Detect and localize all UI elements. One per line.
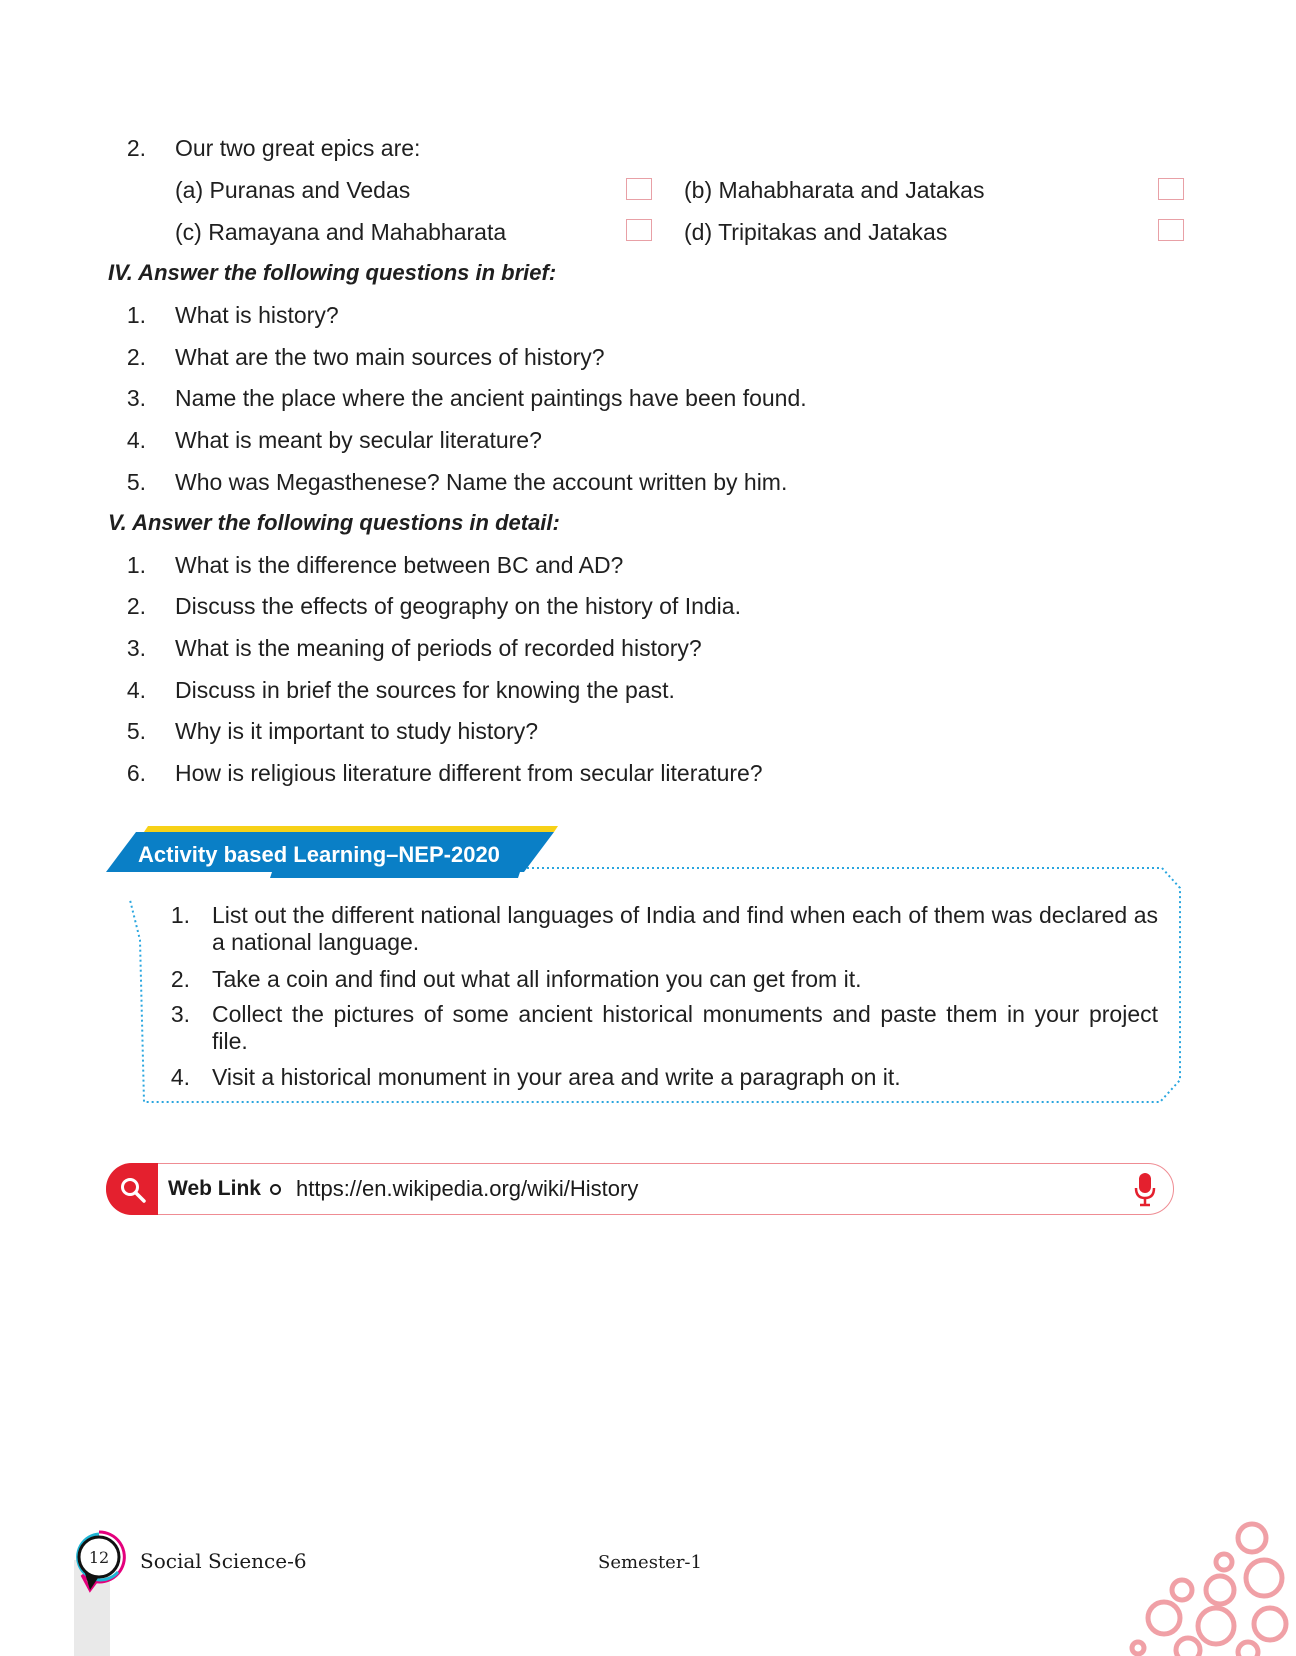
section-v-heading: V. Answer the following questions in detail: (108, 510, 560, 535)
list-item-number: 4. (126, 427, 146, 453)
page-number: 12 (88, 1548, 110, 1567)
activity-item-text: Collect the pictures of some ancient historical monuments and paste them in your project file. (212, 1001, 1158, 1054)
list-item-text: Discuss in brief the sources for knowing the past. (175, 677, 675, 703)
list-item-text: How is religious literature different from secular literature? (175, 760, 763, 786)
activity-item-number: 1. (170, 902, 190, 928)
activity-title: Activity based Learning–NEP-2020 (138, 842, 500, 867)
mcq-option-c-label: (c) Ramayana and Mahabharata (175, 219, 507, 245)
mcq-option-d-label: (d) Tripitakas and Jatakas (684, 219, 948, 245)
list-item-text: What are the two main sources of history? (175, 344, 605, 370)
activity-banner-yellow-strip (144, 826, 558, 832)
list-item-number: 1. (126, 302, 146, 328)
web-link-bar[interactable] (106, 1163, 1174, 1215)
activity-banner-underline (270, 872, 520, 878)
decorative-circles-icon (1124, 1520, 1296, 1656)
web-link-url[interactable]: https://en.wikipedia.org/wiki/History (296, 1176, 639, 1201)
list-item-number: 5. (126, 469, 146, 495)
list-item-text: What is the meaning of periods of recorded history? (175, 635, 702, 661)
mcq-option-d-checkbox[interactable] (1158, 219, 1184, 241)
activity-item-number: 3. (170, 1001, 190, 1027)
list-item-text: What is history? (175, 302, 339, 328)
list-item-text: Discuss the effects of geography on the history of India. (175, 593, 741, 619)
list-item-number: 6. (126, 760, 146, 786)
mcq-option-b-label: (b) Mahabharata and Jatakas (684, 177, 985, 203)
bullet-circle-icon (270, 1184, 281, 1195)
microphone-icon[interactable] (1134, 1172, 1156, 1208)
list-item-text: Who was Megasthenese? Name the account written by him. (175, 469, 788, 495)
mcq-option-c (175, 217, 506, 247)
footer-semester: Semester-1 (598, 1552, 702, 1573)
list-item-text: What is meant by secular literature? (175, 427, 542, 453)
list-item-number: 5. (126, 718, 146, 744)
mcq-option-a-checkbox[interactable] (626, 178, 652, 200)
list-item-number: 3. (126, 385, 146, 411)
mcq-option-b (684, 175, 984, 205)
list-item-text: What is the difference between BC and AD? (175, 552, 624, 578)
mcq-question-text: Our two great epics are: (175, 135, 421, 161)
mcq-option-a-label: (a) Puranas and Vedas (175, 177, 411, 203)
footer-book-title: Social Science-6 (140, 1549, 307, 1573)
list-item-number: 4. (126, 677, 146, 703)
mcq-option-a (175, 175, 410, 205)
list-item-text: Why is it important to study history? (175, 718, 539, 744)
list-item-number: 3. (126, 635, 146, 661)
list-item-number: 1. (126, 552, 146, 578)
mcq-option-c-checkbox[interactable] (626, 219, 652, 241)
list-item-number: 2. (126, 593, 146, 619)
web-link-label: Web Link (168, 1177, 261, 1200)
activity-item-text: Visit a historical monument in your area and write a paragraph on it. (212, 1064, 901, 1090)
activity-item-number: 2. (170, 966, 190, 992)
activity-item-number: 4. (170, 1064, 190, 1090)
search-icon[interactable] (118, 1175, 148, 1205)
activity-item-text: Take a coin and find out what all information you can get from it. (212, 966, 862, 992)
activity-item-text: List out the different national languages of India and find when each of them was declared as a national language. (212, 902, 1158, 955)
mcq-number: 2. (126, 135, 146, 161)
list-item-text: Name the place where the ancient paintings have been found. (175, 385, 807, 411)
mcq-option-d (684, 217, 947, 247)
list-item-number: 2. (126, 344, 146, 370)
section-iv-heading: IV. Answer the following questions in brief: (108, 260, 557, 285)
mcq-option-b-checkbox[interactable] (1158, 178, 1184, 200)
